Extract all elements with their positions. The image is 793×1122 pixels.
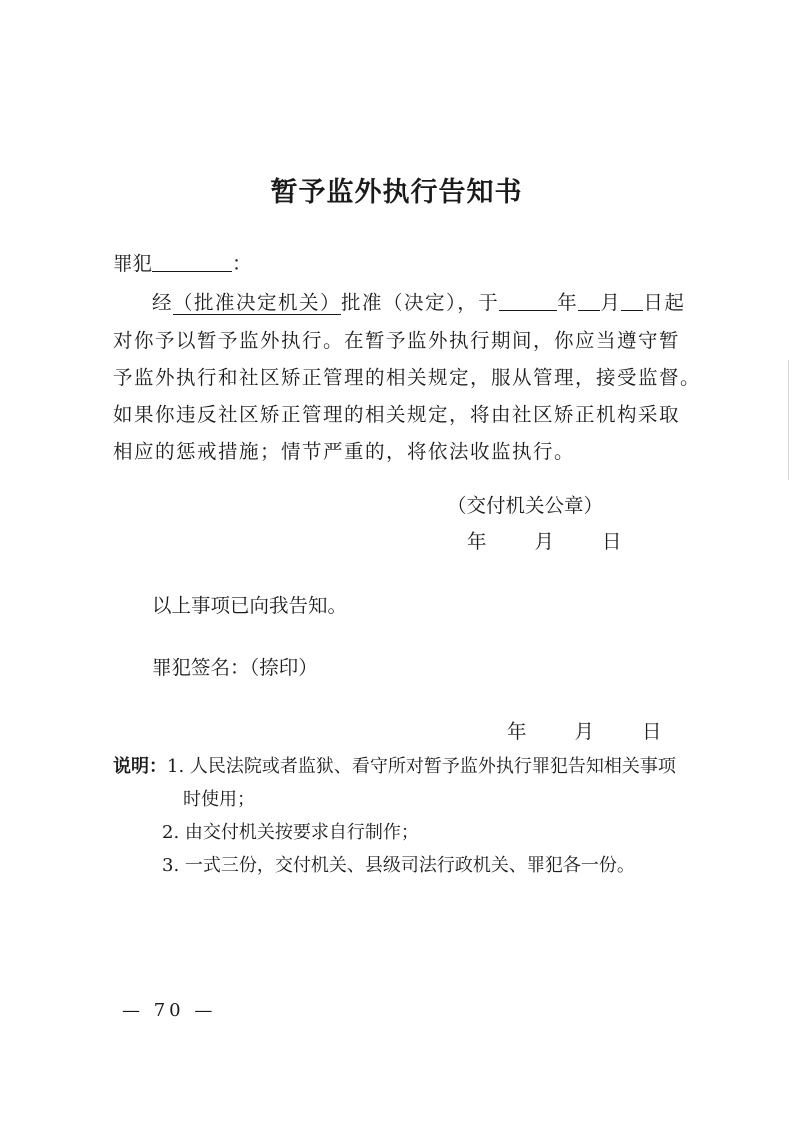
- seal-day: 日: [602, 530, 622, 553]
- body-line-1: [152, 287, 685, 315]
- acknowledgement-text: 以上事项已向我告知。: [152, 594, 348, 617]
- body-line-3: 予监外执行和社区矫正管理的相关规定，服从管理，接受监督。: [113, 366, 702, 389]
- body-line-2: 对你予以暂予监外执行。在暂予监外执行期间，你应当遵守暂: [113, 329, 681, 352]
- year-label: 年: [557, 291, 579, 314]
- note-item-3: 3. 一式三份，交付机关、县级司法行政机关、罪犯各一份。: [162, 855, 635, 876]
- day-label: 日起: [643, 291, 686, 314]
- body-line-4: 如果你违反社区矫正管理的相关规定，将由社区矫正机构采取: [113, 403, 681, 426]
- signature-line: 罪犯签名：（捺印）: [152, 656, 318, 679]
- document-title: 暂予监外执行告知书: [270, 177, 523, 208]
- day-blank[interactable]: [621, 291, 643, 311]
- body-text: 批准（决定），于: [341, 291, 500, 314]
- notes-label: 说明：: [113, 756, 167, 777]
- seal-month: 月: [534, 530, 555, 553]
- note-item-1: 1. 人民法院或者监狱、看守所对暂予监外执行罪犯告知相关事项: [167, 756, 676, 777]
- seal-label: （交付机关公章）: [447, 494, 604, 517]
- notes-line-1: [113, 752, 676, 778]
- note-item-1-continuation: 时使用；: [183, 789, 255, 810]
- note-item-2: 2. 由交付机关按要求自行制作；: [162, 822, 419, 843]
- offender-name-blank[interactable]: [152, 252, 232, 272]
- sign-month: 月: [574, 720, 595, 743]
- sign-year: 年: [507, 720, 527, 743]
- authority-field: （批准决定机关）: [173, 291, 342, 314]
- signature-date: [507, 716, 662, 744]
- salutation: [113, 248, 252, 276]
- sign-day: 日: [642, 720, 662, 743]
- salutation-suffix: ：: [232, 252, 252, 275]
- seal-date: [467, 526, 622, 554]
- body-text: 经: [152, 291, 174, 314]
- month-blank[interactable]: [578, 291, 600, 311]
- seal-year: 年: [467, 530, 487, 553]
- body-line-5: 相应的惩戒措施；情节严重的，将依法收监执行。: [113, 440, 576, 463]
- year-blank[interactable]: [499, 291, 557, 311]
- page-number: — 70 —: [122, 1000, 217, 1021]
- scan-edge-mark: [788, 360, 789, 480]
- month-label: 月: [600, 291, 622, 314]
- salutation-prefix: 罪犯: [113, 252, 153, 275]
